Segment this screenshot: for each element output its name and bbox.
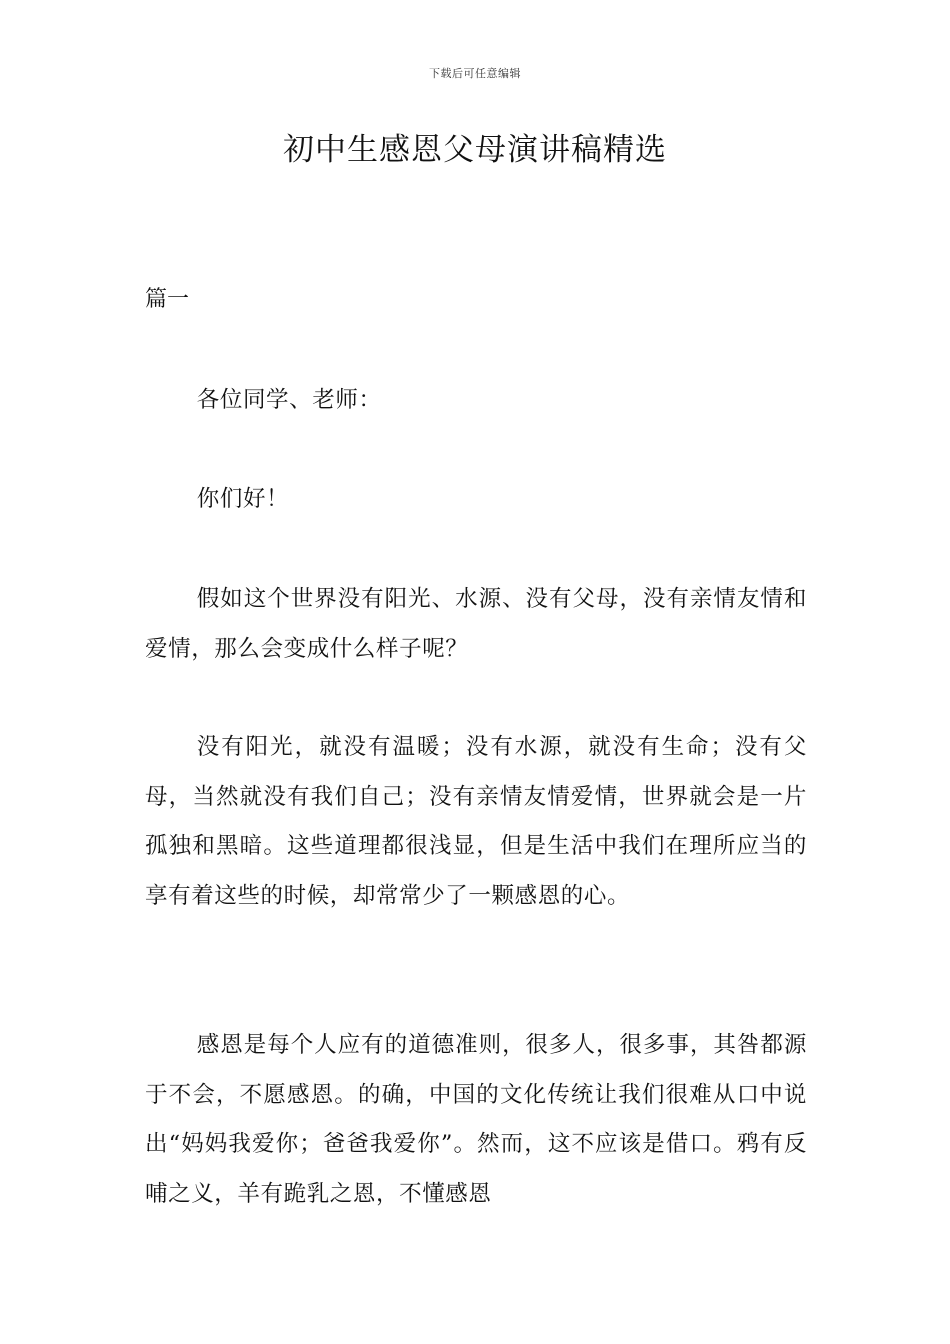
paragraph-greeting: 各位同学、老师：: [196, 387, 382, 413]
paragraph-body: 没有阳光，就没有温暖；没有水源，就没有生命；没有父母，当然就没有我们自己；没有亲情友情爱情，世界就会是一片孤独和黑暗。这些道理都很浅显，但是生活中我们在理所应当的享有着这些的时候，却常常少了一颗感恩的心。: [145, 734, 807, 909]
paragraph-body: 感恩是每个人应有的道德准则，很多人，很多事，其咎都源于不会，不愿感恩。的确，中国的文化传统让我们很难从口中说出“妈妈我爱你；爸爸我爱你”。然而，这不应该是借口。鸦有反哺之义，羊有跪乳之恩，不懂感恩: [145, 1032, 807, 1207]
paragraph-hello: 你们好！: [196, 486, 290, 512]
document-title: 初中生感恩父母演讲稿精选: [283, 132, 667, 168]
header-note: 下载后可任意编辑: [429, 67, 521, 80]
section-label: 篇一: [145, 287, 190, 312]
paragraph-question: 假如这个世界没有阳光、水源、没有父母，没有亲情友情和爱情，那么会变成什么样子呢？: [145, 586, 807, 662]
